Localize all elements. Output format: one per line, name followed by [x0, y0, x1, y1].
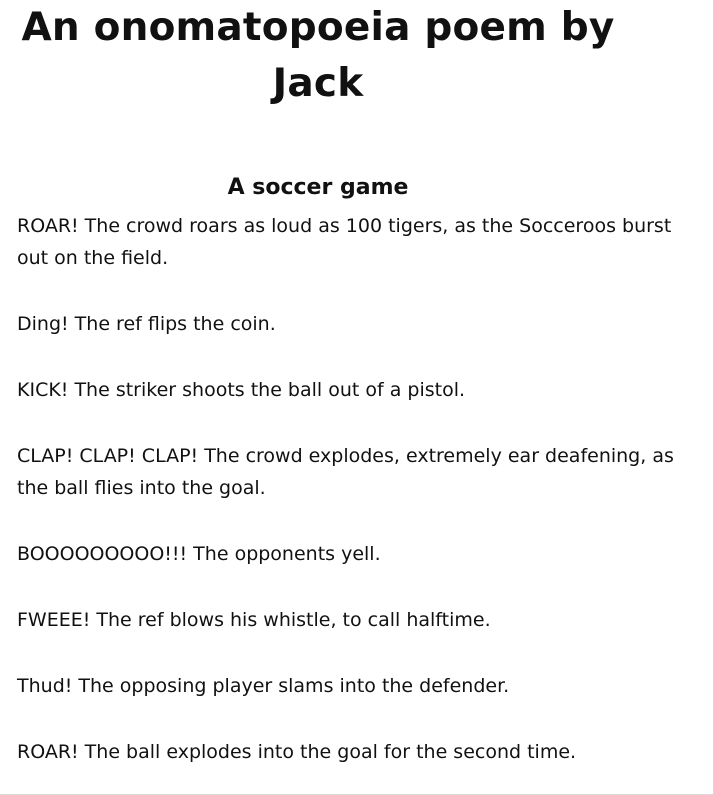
stanza-gap	[17, 636, 677, 670]
poem-stanza-8: ROAR! The ball explodes into the goal for the second time.	[17, 741, 577, 763]
poem-stanza-5: BOOOOOOOOO!!! The opponents yell.	[17, 543, 381, 565]
poem-stanza-2: Ding! The ref flips the coin.	[17, 313, 276, 335]
poem-stanza-4: CLAP! CLAP! CLAP! The crowd explodes, extremely ear deafening, as the ball flies into the goal.	[17, 445, 674, 499]
poem-stanza-3: KICK! The striker shoots the ball out of a pistol.	[17, 379, 466, 401]
poem-stanza-1: ROAR! The crowd roars as loud as 100 tigers, as the Socceroos burst out on the field.	[17, 215, 672, 269]
stanza-gap	[17, 570, 677, 604]
stanza-gap	[17, 406, 677, 440]
stanza-gap	[17, 274, 677, 308]
poem-stanza-7: Thud! The opposing player slams into the defender.	[17, 675, 510, 697]
poem-body	[17, 210, 677, 768]
stanza-gap	[17, 504, 677, 538]
poem-stanza-6: FWEEE! The ref blows his whistle, to call halftime.	[17, 609, 491, 631]
stanza-gap	[17, 702, 677, 736]
page-title: An onomatopoeia poem by Jack	[21, 5, 615, 106]
poem-title: A soccer game	[227, 175, 409, 200]
stanza-gap	[17, 340, 677, 374]
